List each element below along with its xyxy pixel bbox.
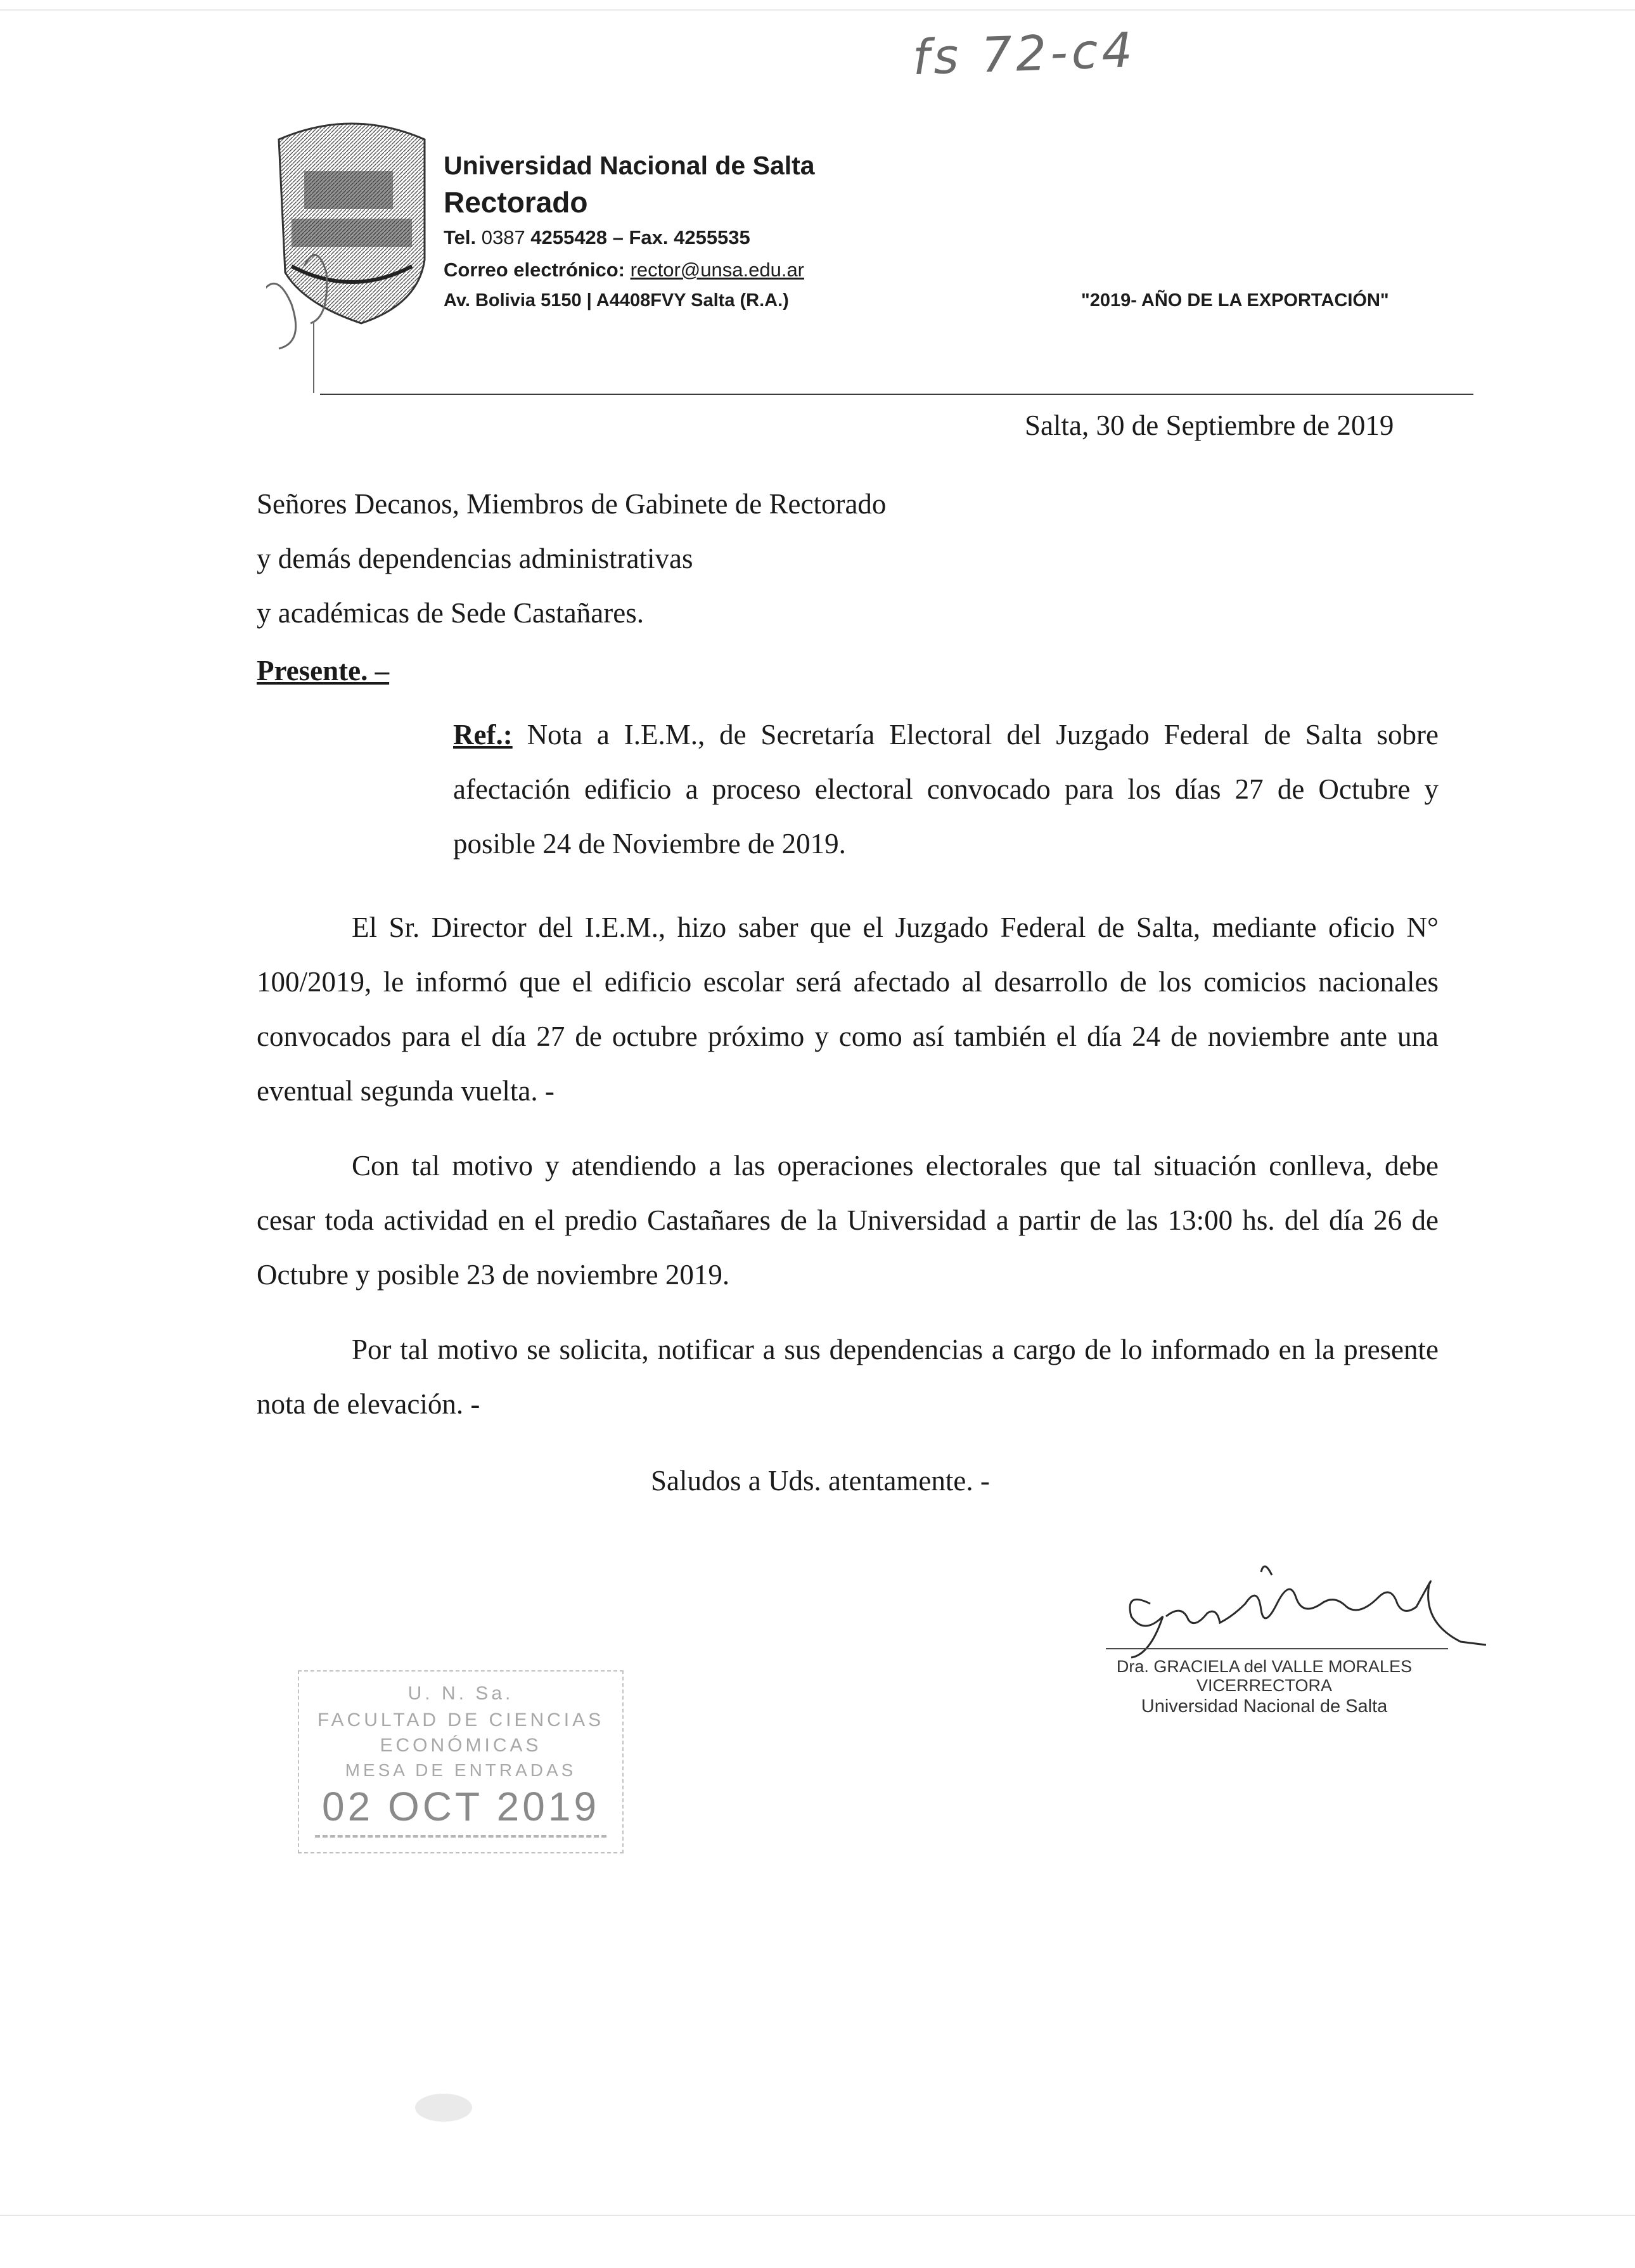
signatory-name: Dra. GRACIELA del VALLE MORALES	[1116, 1657, 1413, 1676]
university-crest-logo	[266, 114, 437, 393]
body-paragraph: El Sr. Director del I.E.M., hizo saber que el Juzgado Federal de Salta, mediante oficio N° 100/2019, le informó que el edificio escolar será afectado al desarrollo de los comicios nacionales convocados para el día 27 de octubre próximo y como así también el día 24 de noviembre ante una eventual segunda vuelta. -	[257, 912, 1439, 1107]
reference-block	[453, 707, 1439, 871]
stamp-dashed-bar	[315, 1835, 606, 1838]
stamp-line: U. N. Sa.	[407, 1683, 514, 1704]
phone-prefix: 0387	[481, 226, 531, 248]
handwritten-folio-number: fs 72-c4	[911, 21, 1138, 86]
date-line: Salta, 30 de Septiembre de 2019	[1025, 409, 1394, 441]
stamp-line: FACULTAD DE CIENCIAS	[317, 1710, 605, 1730]
salutation-presente: Presente. –	[257, 655, 390, 686]
year-motto: "2019- AÑO DE LA EXPORTACIÓN"	[1081, 290, 1389, 311]
reference-text: Nota a I.E.M., de Secretaría Electoral del Juzgado Federal de Salta sobre afectación edificio a proceso electoral convocado para los días 27 de Octubre y posible 24 de Noviembre de 2019.	[453, 719, 1439, 860]
signatory-institution: Universidad Nacional de Salta	[1141, 1696, 1388, 1717]
email-label: Correo electrónico:	[444, 259, 631, 281]
recipient-line: y académicas de Sede Castañares.	[257, 597, 644, 629]
signatory-role: VICERRECTORA	[1196, 1676, 1333, 1695]
email-link[interactable]: rector@unsa.edu.ar	[630, 259, 805, 281]
recipients-block	[257, 477, 1080, 640]
stamp-line: MESA DE ENTRADAS	[345, 1760, 577, 1780]
header-divider	[320, 394, 1473, 395]
stamp-date: 02 OCT 2019	[321, 1784, 600, 1829]
office-name: Rectorado	[444, 186, 588, 219]
body-paragraph: Por tal motivo se solicita, notificar a sus dependencias a cargo de lo informado en la presente nota de elevación. -	[257, 1334, 1439, 1420]
body-paragraph: Con tal motivo y atendiendo a las operaciones electorales que tal situación conlleva, debe cesar toda actividad en el predio Castañares de la Universidad a partir de las 13:00 hs. del día 26 de Octubre y posible 23 de noviembre 2019.	[257, 1150, 1439, 1291]
university-name: Universidad Nacional de Salta	[444, 151, 815, 180]
scan-smudge	[409, 2085, 478, 2130]
closing-greeting: Saludos a Uds. atentamente. -	[651, 1465, 990, 1497]
reference-label: Ref.:	[453, 719, 513, 751]
stamp-line: ECONÓMICAS	[380, 1735, 542, 1756]
recipient-line: Señores Decanos, Miembros de Gabinete de Rectorado	[257, 488, 887, 520]
recipient-line: y demás dependencias administrativas	[257, 543, 693, 574]
scan-edge-top	[0, 9, 1635, 11]
email-line	[444, 259, 804, 281]
scan-edge-bottom	[0, 2215, 1635, 2216]
address-line: Av. Bolivia 5150 | A4408FVY Salta (R.A.)	[444, 290, 789, 311]
handwritten-signature	[1106, 1547, 1486, 1661]
phone-line	[444, 226, 750, 249]
signature-line	[1106, 1648, 1448, 1649]
phone-label: Tel.	[444, 226, 482, 248]
phone-numbers: 4255428 – Fax. 4255535	[530, 226, 750, 248]
received-stamp	[298, 1670, 624, 1853]
